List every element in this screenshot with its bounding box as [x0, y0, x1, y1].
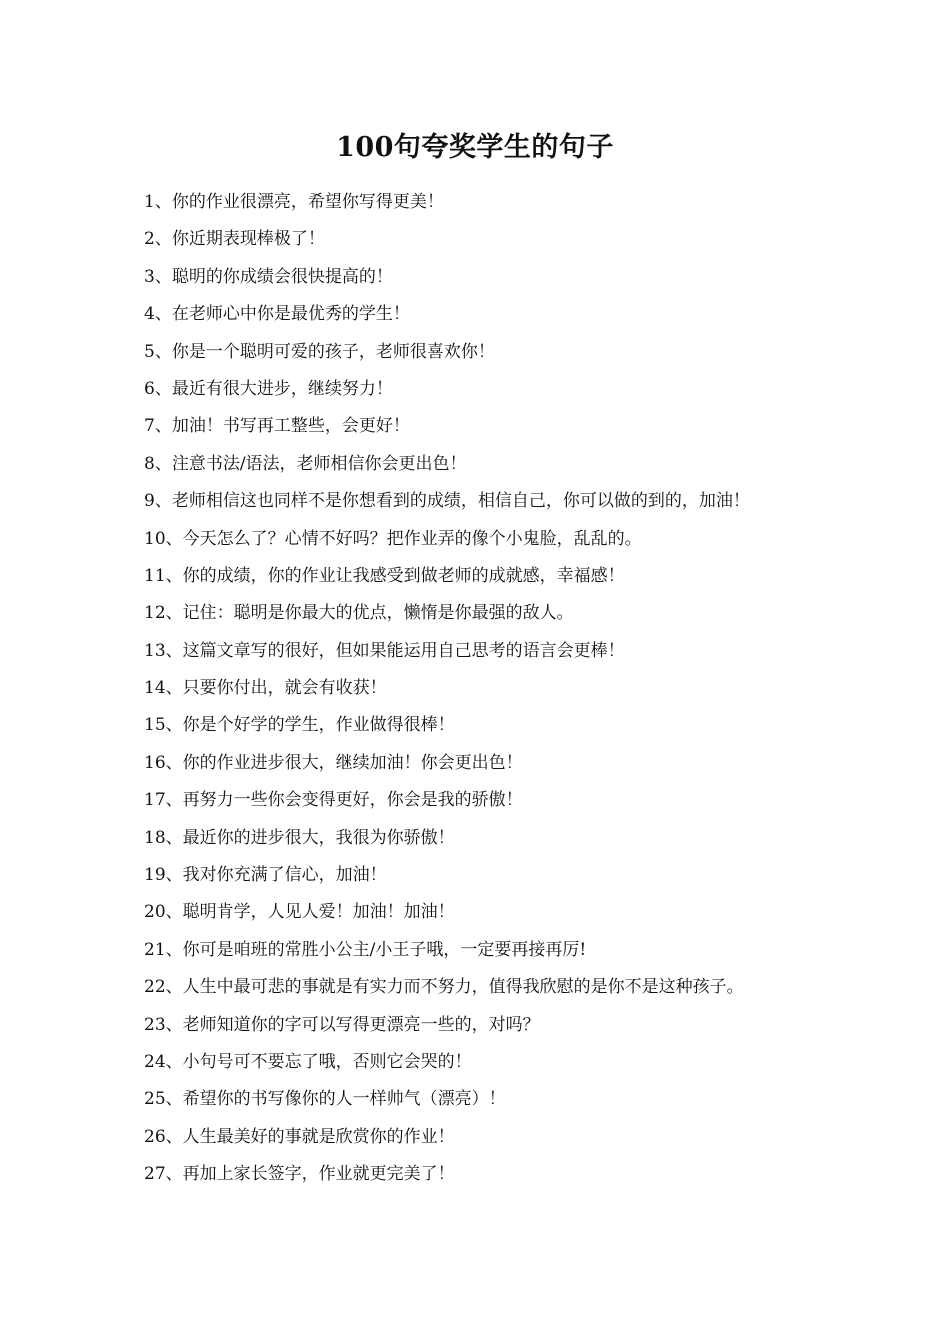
list-item: 7、加油！书写再工整些，会更好！: [144, 416, 410, 437]
list-item: 26、人生最美好的事就是欣赏你的作业！: [144, 1126, 455, 1147]
list-item: 16、你的作业进步很大，继续加油！你会更出色！: [144, 752, 523, 773]
list-item: 14、只要你付出，就会有收获！: [144, 678, 387, 699]
list-item: 8、注意书法/语法，老师相信你会更出色！: [144, 453, 467, 474]
list-item: 10、今天怎么了？心情不好吗？把作业弄的像个小鬼脸，乱乱的。: [144, 528, 642, 549]
list-item: 19、我对你充满了信心，加油！: [144, 865, 387, 886]
list-item: 4、在老师心中你是最优秀的学生！: [144, 304, 410, 325]
list-item: 13、这篇文章写的很好，但如果能运用自己思考的语言会更棒！: [144, 640, 625, 661]
list-item: 12、记住：聪明是你最大的优点，懒惰是你最强的敌人。: [144, 603, 574, 624]
list-item: 15、你是个好学的学生，作业做得很棒！: [144, 715, 455, 736]
list-item: 27、再加上家长签字，作业就更完美了！: [144, 1164, 455, 1185]
list-item: 3、聪明的你成绩会很快提高的！: [144, 266, 393, 287]
list-item: 25、希望你的书写像你的人一样帅气（漂亮）！: [144, 1089, 506, 1110]
list-item: 17、再努力一些你会变得更好，你会是我的骄傲！: [144, 790, 523, 811]
list-item: 9、老师相信这也同样不是你想看到的成绩，相信自己，你可以做的到的，加油！: [144, 491, 750, 512]
list-item: 11、你的成绩，你的作业让我感受到做老师的成就感，幸福感！: [144, 565, 625, 586]
list-item: 1、你的作业很漂亮，希望你写得更美！: [144, 192, 444, 212]
list-item: 23、老师知道你的字可以写得更漂亮一些的，对吗？: [144, 1014, 540, 1035]
list-item: 24、小句号可不要忘了哦，否则它会哭的！: [144, 1051, 472, 1072]
list-item: 20、聪明肯学，人见人爱！加油！加油！: [144, 902, 455, 923]
sentence-list: [144, 187, 934, 1197]
list-item: 22、人生中最可悲的事就是有实力而不努力，值得我欣慰的是你不是这种孩子。: [144, 977, 744, 998]
list-item: 2、你近期表现棒极了！: [144, 229, 325, 250]
list-item: 18、最近你的进步很大，我很为你骄傲！: [144, 827, 455, 848]
list-item: 6、最近有很大进步，继续努力！: [144, 378, 393, 399]
page-title: 100句夸奖学生的句子: [336, 132, 614, 163]
list-item: 5、你是一个聪明可爱的孩子，老师很喜欢你！: [144, 341, 495, 362]
list-item: 21、你可是咱班的常胜小公主/小王子哦，一定要再接再厉!: [144, 939, 587, 960]
